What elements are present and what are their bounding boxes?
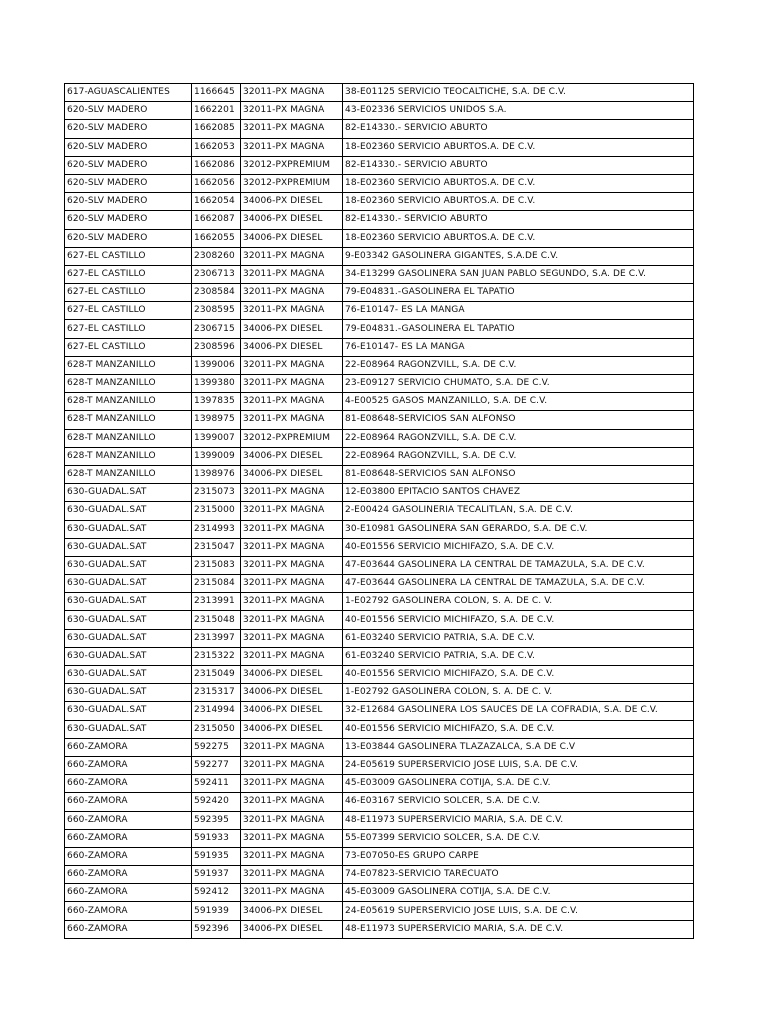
sales-office-cell: 627-EL CASTILLO [65,338,192,356]
table-row [65,211,694,229]
order-number-cell: 591939 [192,902,241,920]
table-row [65,538,694,556]
table-row [65,720,694,738]
order-number-cell: 1399006 [192,356,241,374]
sales-office-cell: 630-GUADAL.SAT [65,684,192,702]
table-row [65,84,694,102]
table-row [65,884,694,902]
table-row [65,575,694,593]
order-number-cell: 591937 [192,866,241,884]
product-cell: 32011-PX MAGNA [241,793,343,811]
sales-office-cell: 630-GUADAL.SAT [65,484,192,502]
product-cell: 34006-PX DIESEL [241,920,343,938]
station-cell: 4-E00525 GASOS MANZANILLO, S.A. DE C.V. [343,393,694,411]
product-cell: 32011-PX MAGNA [241,829,343,847]
order-number-cell: 2314994 [192,702,241,720]
product-cell: 32011-PX MAGNA [241,120,343,138]
station-cell: 38-E01125 SERVICIO TEOCALTICHE, S.A. DE C.V. [343,84,694,102]
product-cell: 34006-PX DIESEL [241,447,343,465]
product-cell: 32012-PXPREMIUM [241,429,343,447]
product-cell: 34006-PX DIESEL [241,465,343,483]
product-cell: 32011-PX MAGNA [241,647,343,665]
sales-office-cell: 617-AGUASCALIENTES [65,84,192,102]
station-cell: 30-E10981 GASOLINERA SAN GERARDO, S.A. DE C.V. [343,520,694,538]
product-cell: 34006-PX DIESEL [241,193,343,211]
table-row [65,102,694,120]
table-row [65,447,694,465]
station-cell: 22-E08964 RAGONZVILL, S.A. DE C.V. [343,356,694,374]
sales-office-cell: 660-ZAMORA [65,920,192,938]
order-number-cell: 1398976 [192,465,241,483]
station-cell: 40-E01556 SERVICIO MICHIFAZO, S.A. DE C.V. [343,611,694,629]
table-row [65,502,694,520]
sales-office-cell: 660-ZAMORA [65,866,192,884]
table-row [65,520,694,538]
sales-office-cell: 630-GUADAL.SAT [65,556,192,574]
station-cell: 81-E08648-SERVICIOS SAN ALFONSO [343,465,694,483]
order-number-cell: 592411 [192,775,241,793]
sales-office-cell: 627-EL CASTILLO [65,247,192,265]
order-number-cell: 1399009 [192,447,241,465]
sales-office-cell: 620-SLV MADERO [65,138,192,156]
station-cell: 22-E08964 RAGONZVILL, S.A. DE C.V. [343,429,694,447]
station-cell: 74-E07823-SERVICIO TARECUATO [343,866,694,884]
sales-office-cell: 630-GUADAL.SAT [65,629,192,647]
sales-office-cell: 660-ZAMORA [65,775,192,793]
table-row [65,829,694,847]
station-cell: 61-E03240 SERVICIO PATRIA, S.A. DE C.V. [343,647,694,665]
order-number-cell: 2308584 [192,284,241,302]
product-cell: 32011-PX MAGNA [241,247,343,265]
table-row [65,320,694,338]
table-row [65,247,694,265]
table-row [65,629,694,647]
table-row [65,902,694,920]
station-cell: 2-E00424 GASOLINERIA TECALITLAN, S.A. DE C.V. [343,502,694,520]
product-cell: 32012-PXPREMIUM [241,174,343,192]
product-cell: 32011-PX MAGNA [241,611,343,629]
product-cell: 32011-PX MAGNA [241,775,343,793]
order-number-cell: 1166645 [192,84,241,102]
table-row [65,866,694,884]
sales-office-cell: 630-GUADAL.SAT [65,647,192,665]
order-number-cell: 2306713 [192,265,241,283]
order-number-cell: 2315049 [192,666,241,684]
station-cell: 24-E05619 SUPERSERVICIO JOSE LUIS, S.A. DE C.V. [343,756,694,774]
product-cell: 34006-PX DIESEL [241,702,343,720]
sales-office-cell: 628-T MANZANILLO [65,356,192,374]
sales-office-cell: 620-SLV MADERO [65,193,192,211]
table-row [65,265,694,283]
table-row [65,120,694,138]
order-number-cell: 2313991 [192,593,241,611]
order-number-cell: 2315083 [192,556,241,574]
station-cell: 76-E10147- ES LA MANGA [343,338,694,356]
station-cell: 9-E03342 GASOLINERA GIGANTES, S.A.DE C.V. [343,247,694,265]
order-number-cell: 1398975 [192,411,241,429]
product-cell: 32011-PX MAGNA [241,265,343,283]
table-row [65,756,694,774]
table-row [65,666,694,684]
product-cell: 32011-PX MAGNA [241,356,343,374]
order-number-cell: 2313997 [192,629,241,647]
sales-office-cell: 660-ZAMORA [65,829,192,847]
order-number-cell: 592412 [192,884,241,902]
order-number-cell: 2315050 [192,720,241,738]
station-cell: 73-E07050-ES GRUPO CARPE [343,847,694,865]
product-cell: 32011-PX MAGNA [241,393,343,411]
product-cell: 34006-PX DIESEL [241,229,343,247]
station-cell: 12-E03800 EPITACIO SANTOS CHAVEZ [343,484,694,502]
product-cell: 32011-PX MAGNA [241,84,343,102]
sales-office-cell: 628-T MANZANILLO [65,429,192,447]
order-number-cell: 592420 [192,793,241,811]
product-cell: 34006-PX DIESEL [241,902,343,920]
order-number-cell: 2315073 [192,484,241,502]
table-row [65,393,694,411]
station-cell: 34-E13299 GASOLINERA SAN JUAN PABLO SEGUNDO, S.A. DE C.V. [343,265,694,283]
sales-office-cell: 620-SLV MADERO [65,102,192,120]
product-cell: 32011-PX MAGNA [241,484,343,502]
table-row [65,647,694,665]
table-row [65,356,694,374]
sales-office-cell: 630-GUADAL.SAT [65,666,192,684]
station-cell: 32-E12684 GASOLINERA LOS SAUCES DE LA COFRADIA, S.A. DE C.V. [343,702,694,720]
order-number-cell: 1662086 [192,156,241,174]
product-cell: 32011-PX MAGNA [241,302,343,320]
order-number-cell: 1662054 [192,193,241,211]
station-cell: 24-E05619 SUPERSERVICIO JOSE LUIS, S.A. DE C.V. [343,902,694,920]
product-cell: 32011-PX MAGNA [241,593,343,611]
sales-office-cell: 627-EL CASTILLO [65,320,192,338]
table-row [65,593,694,611]
station-cell: 45-E03009 GASOLINERA COTIJA, S.A. DE C.V. [343,884,694,902]
station-cell: 82-E14330.- SERVICIO ABURTO [343,156,694,174]
order-number-cell: 1662056 [192,174,241,192]
data-table [64,83,694,939]
station-cell: 13-E03844 GASOLINERA TLAZAZALCA, S.A DE C.V [343,738,694,756]
product-cell: 32011-PX MAGNA [241,411,343,429]
product-cell: 34006-PX DIESEL [241,320,343,338]
product-cell: 34006-PX DIESEL [241,211,343,229]
station-cell: 76-E10147- ES LA MANGA [343,302,694,320]
sales-office-cell: 627-EL CASTILLO [65,265,192,283]
station-cell: 18-E02360 SERVICIO ABURTOS.A. DE C.V. [343,138,694,156]
table-row [65,229,694,247]
product-cell: 32011-PX MAGNA [241,811,343,829]
station-cell: 18-E02360 SERVICIO ABURTOS.A. DE C.V. [343,229,694,247]
table-row [65,338,694,356]
order-number-cell: 1399380 [192,375,241,393]
order-number-cell: 1662085 [192,120,241,138]
product-cell: 32011-PX MAGNA [241,502,343,520]
product-cell: 32011-PX MAGNA [241,138,343,156]
product-cell: 34006-PX DIESEL [241,720,343,738]
product-cell: 32011-PX MAGNA [241,375,343,393]
sales-office-cell: 630-GUADAL.SAT [65,502,192,520]
sales-office-cell: 620-SLV MADERO [65,156,192,174]
sales-office-cell: 620-SLV MADERO [65,211,192,229]
table-row [65,375,694,393]
table-row [65,811,694,829]
sales-office-cell: 630-GUADAL.SAT [65,575,192,593]
station-cell: 61-E03240 SERVICIO PATRIA, S.A. DE C.V. [343,629,694,647]
product-cell: 32011-PX MAGNA [241,520,343,538]
order-number-cell: 2308596 [192,338,241,356]
order-number-cell: 2315000 [192,502,241,520]
station-cell: 79-E04831.-GASOLINERA EL TAPATIO [343,320,694,338]
order-number-cell: 592275 [192,738,241,756]
sales-office-cell: 627-EL CASTILLO [65,302,192,320]
product-cell: 34006-PX DIESEL [241,684,343,702]
sales-office-cell: 628-T MANZANILLO [65,411,192,429]
table-row [65,793,694,811]
sales-office-cell: 660-ZAMORA [65,756,192,774]
product-cell: 32011-PX MAGNA [241,575,343,593]
station-cell: 43-E02336 SERVICIOS UNIDOS S.A. [343,102,694,120]
station-cell: 1-E02792 GASOLINERA COLON, S. A. DE C. V. [343,593,694,611]
sales-office-cell: 660-ZAMORA [65,811,192,829]
table-row [65,465,694,483]
table-row [65,684,694,702]
sales-office-cell: 620-SLV MADERO [65,174,192,192]
order-number-cell: 1397835 [192,393,241,411]
order-number-cell: 592395 [192,811,241,829]
sales-office-cell: 660-ZAMORA [65,884,192,902]
table-row [65,193,694,211]
table-row [65,174,694,192]
sales-office-cell: 628-T MANZANILLO [65,375,192,393]
order-number-cell: 2308595 [192,302,241,320]
sales-office-cell: 630-GUADAL.SAT [65,538,192,556]
product-cell: 32011-PX MAGNA [241,847,343,865]
station-cell: 40-E01556 SERVICIO MICHIFAZO, S.A. DE C.V. [343,720,694,738]
table-row [65,484,694,502]
product-cell: 32011-PX MAGNA [241,884,343,902]
product-cell: 32011-PX MAGNA [241,284,343,302]
product-cell: 32011-PX MAGNA [241,102,343,120]
order-number-cell: 2315048 [192,611,241,629]
order-number-cell: 2314993 [192,520,241,538]
station-cell: 55-E07399 SERVICIO SOLCER, S.A. DE C.V. [343,829,694,847]
station-cell: 79-E04831.-GASOLINERA EL TAPATIO [343,284,694,302]
sales-office-cell: 628-T MANZANILLO [65,393,192,411]
product-cell: 32011-PX MAGNA [241,629,343,647]
station-cell: 18-E02360 SERVICIO ABURTOS.A. DE C.V. [343,193,694,211]
product-cell: 32011-PX MAGNA [241,738,343,756]
order-number-cell: 2315322 [192,647,241,665]
product-cell: 32011-PX MAGNA [241,556,343,574]
sales-office-cell: 660-ZAMORA [65,793,192,811]
table-row [65,411,694,429]
sales-office-cell: 630-GUADAL.SAT [65,702,192,720]
sales-office-cell: 620-SLV MADERO [65,120,192,138]
sales-office-cell: 620-SLV MADERO [65,229,192,247]
station-cell: 46-E03167 SERVICIO SOLCER, S.A. DE C.V. [343,793,694,811]
sales-office-cell: 630-GUADAL.SAT [65,520,192,538]
table-body [65,84,694,939]
station-cell: 82-E14330.- SERVICIO ABURTO [343,120,694,138]
table-row [65,775,694,793]
sales-office-cell: 628-T MANZANILLO [65,465,192,483]
station-cell: 45-E03009 GASOLINERA COTIJA, S.A. DE C.V. [343,775,694,793]
product-cell: 32011-PX MAGNA [241,756,343,774]
product-cell: 32011-PX MAGNA [241,538,343,556]
table-row [65,156,694,174]
station-cell: 23-E09127 SERVICIO CHUMATO, S.A. DE C.V. [343,375,694,393]
sales-office-cell: 630-GUADAL.SAT [65,593,192,611]
table-row [65,302,694,320]
station-cell: 81-E08648-SERVICIOS SAN ALFONSO [343,411,694,429]
table-row [65,138,694,156]
order-number-cell: 2315047 [192,538,241,556]
sales-office-cell: 630-GUADAL.SAT [65,611,192,629]
station-cell: 47-E03644 GASOLINERA LA CENTRAL DE TAMAZULA, S.A. DE C.V. [343,556,694,574]
order-number-cell: 2308260 [192,247,241,265]
station-cell: 22-E08964 RAGONZVILL, S.A. DE C.V. [343,447,694,465]
station-cell: 1-E02792 GASOLINERA COLON, S. A. DE C. V. [343,684,694,702]
product-cell: 34006-PX DIESEL [241,666,343,684]
station-cell: 40-E01556 SERVICIO MICHIFAZO, S.A. DE C.V. [343,666,694,684]
product-cell: 32012-PXPREMIUM [241,156,343,174]
order-number-cell: 1662053 [192,138,241,156]
table-row [65,847,694,865]
sales-office-cell: 660-ZAMORA [65,847,192,865]
table-row [65,702,694,720]
sales-office-cell: 660-ZAMORA [65,902,192,920]
order-number-cell: 591935 [192,847,241,865]
order-number-cell: 592396 [192,920,241,938]
order-number-cell: 2306715 [192,320,241,338]
table-row [65,284,694,302]
station-cell: 48-E11973 SUPERSERVICIO MARIA, S.A. DE C.V. [343,811,694,829]
sales-office-cell: 660-ZAMORA [65,738,192,756]
order-number-cell: 591933 [192,829,241,847]
station-cell: 18-E02360 SERVICIO ABURTOS.A. DE C.V. [343,174,694,192]
product-cell: 32011-PX MAGNA [241,866,343,884]
order-number-cell: 1399007 [192,429,241,447]
sales-office-cell: 630-GUADAL.SAT [65,720,192,738]
station-cell: 40-E01556 SERVICIO MICHIFAZO, S.A. DE C.V. [343,538,694,556]
table-row [65,556,694,574]
sales-office-cell: 628-T MANZANILLO [65,447,192,465]
table-row [65,738,694,756]
order-number-cell: 2315317 [192,684,241,702]
station-cell: 48-E11973 SUPERSERVICIO MARIA, S.A. DE C.V. [343,920,694,938]
order-number-cell: 2315084 [192,575,241,593]
order-number-cell: 592277 [192,756,241,774]
order-number-cell: 1662055 [192,229,241,247]
order-number-cell: 1662201 [192,102,241,120]
order-number-cell: 1662087 [192,211,241,229]
station-cell: 47-E03644 GASOLINERA LA CENTRAL DE TAMAZULA, S.A. DE C.V. [343,575,694,593]
table-row [65,429,694,447]
table-row [65,611,694,629]
table-row [65,920,694,938]
sales-office-cell: 627-EL CASTILLO [65,284,192,302]
station-cell: 82-E14330.- SERVICIO ABURTO [343,211,694,229]
product-cell: 34006-PX DIESEL [241,338,343,356]
